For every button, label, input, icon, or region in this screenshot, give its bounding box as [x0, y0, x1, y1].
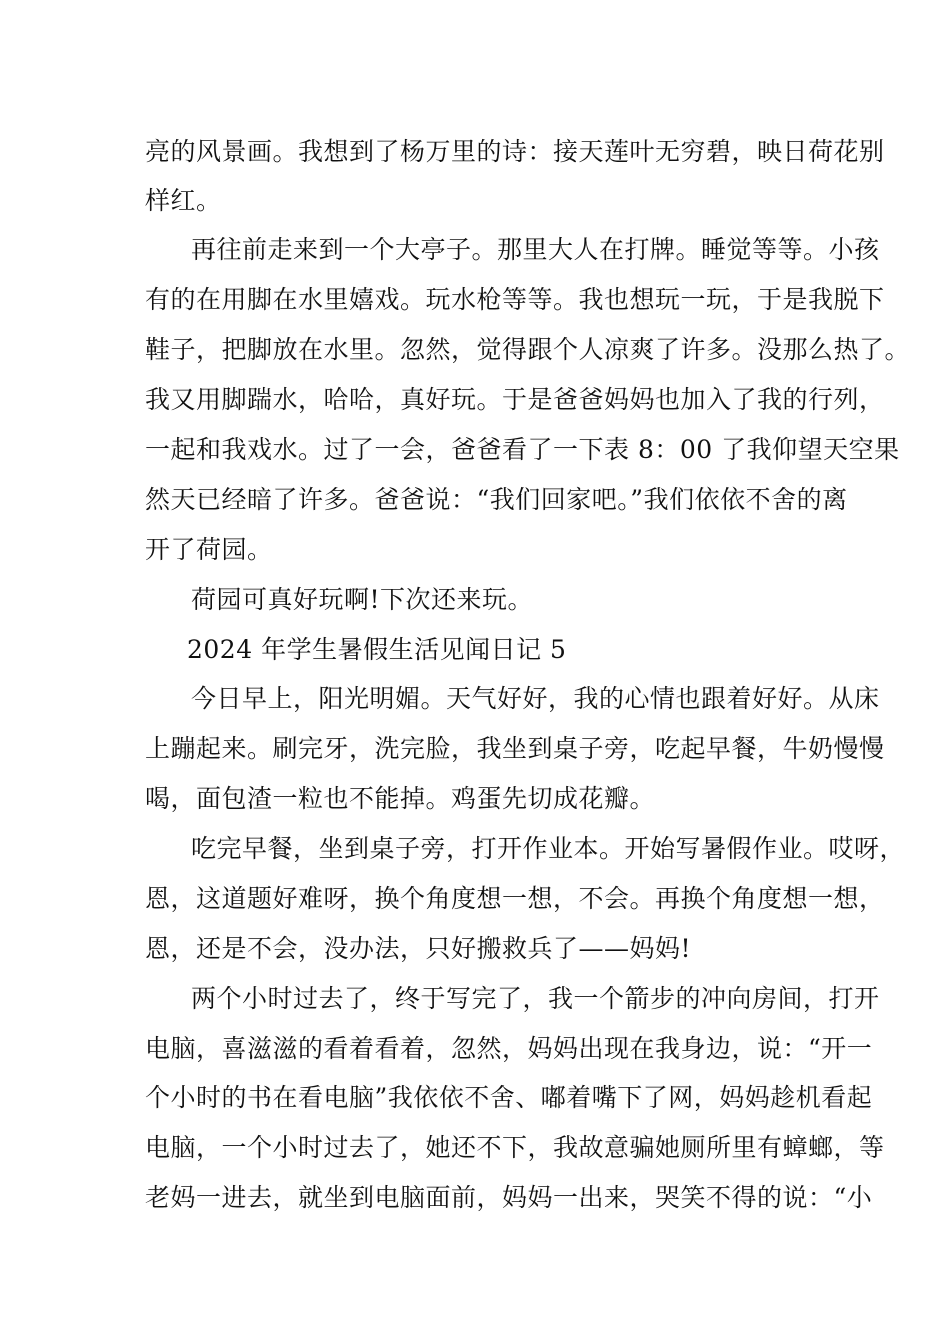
text-line: 老妈一进去，就坐到电脑面前，妈妈一出来，哭笑不得的说：“小 — [145, 1183, 873, 1212]
text-line: 开了荷园。 — [145, 535, 273, 564]
text-line: 电脑，喜滋滋的看着看着，忽然，妈妈出现在我身边，说：“开一 — [145, 1034, 873, 1063]
text-line: 恩，还是不会，没办法，只好搬救兵了——妈妈! — [145, 934, 692, 963]
text-line: 个小时的书在看电脑”我依依不舍、嘟着嘴下了网，妈妈趁机看起 — [145, 1083, 873, 1112]
text-line: 鞋子，把脚放在水里。忽然，觉得跟个人凉爽了许多。没那么热了。 — [145, 335, 911, 364]
text-line: 有的在用脚在水里嬉戏。玩水枪等等。我也想玩一玩，于是我脱下 — [145, 285, 885, 314]
text-line: 两个小时过去了，终于写完了，我一个箭步的冲向房间，打开 — [191, 984, 880, 1013]
text-line: 恩，这道题好难呀，换个角度想一想，不会。再换个角度想一想， — [145, 884, 885, 913]
text-line: 然天已经暗了许多。爸爸说：“我们回家吧。”我们依依不舍的离 — [145, 485, 848, 514]
text-line: 吃完早餐，坐到桌子旁，打开作业本。开始写暑假作业。哎呀， — [191, 834, 906, 863]
text-line: 样红。 — [145, 186, 222, 215]
text-line: 上蹦起来。刷完牙，洗完脸，我坐到桌子旁，吃起早餐，牛奶慢慢 — [145, 734, 885, 763]
text-line: 今日早上，阳光明媚。天气好好，我的心情也跟着好好。从床 — [191, 684, 880, 713]
text-line: 喝，面包渣一粒也不能掉。鸡蛋先切成花瓣。 — [145, 784, 656, 813]
text-line: 荷园可真好玩啊!下次还来玩。 — [191, 585, 534, 614]
section-heading: 2024 年学生暑假生活见闻日记 5 — [187, 635, 567, 664]
text-line: 电脑，一个小时过去了，她还不下，我故意骗她厕所里有蟑螂，等 — [145, 1133, 885, 1162]
text-line: 亮的风景画。我想到了杨万里的诗：接天莲叶无穷碧，映日荷花别 — [145, 137, 885, 166]
text-line: 再往前走来到一个大亭子。那里大人在打牌。睡觉等等。小孩 — [191, 235, 880, 264]
text-line: 我又用脚踹水，哈哈，真好玩。于是爸爸妈妈也加入了我的行列， — [145, 385, 885, 414]
text-line: 一起和我戏水。过了一会，爸爸看了一下表 8：00 了我仰望天空果 — [145, 435, 900, 464]
